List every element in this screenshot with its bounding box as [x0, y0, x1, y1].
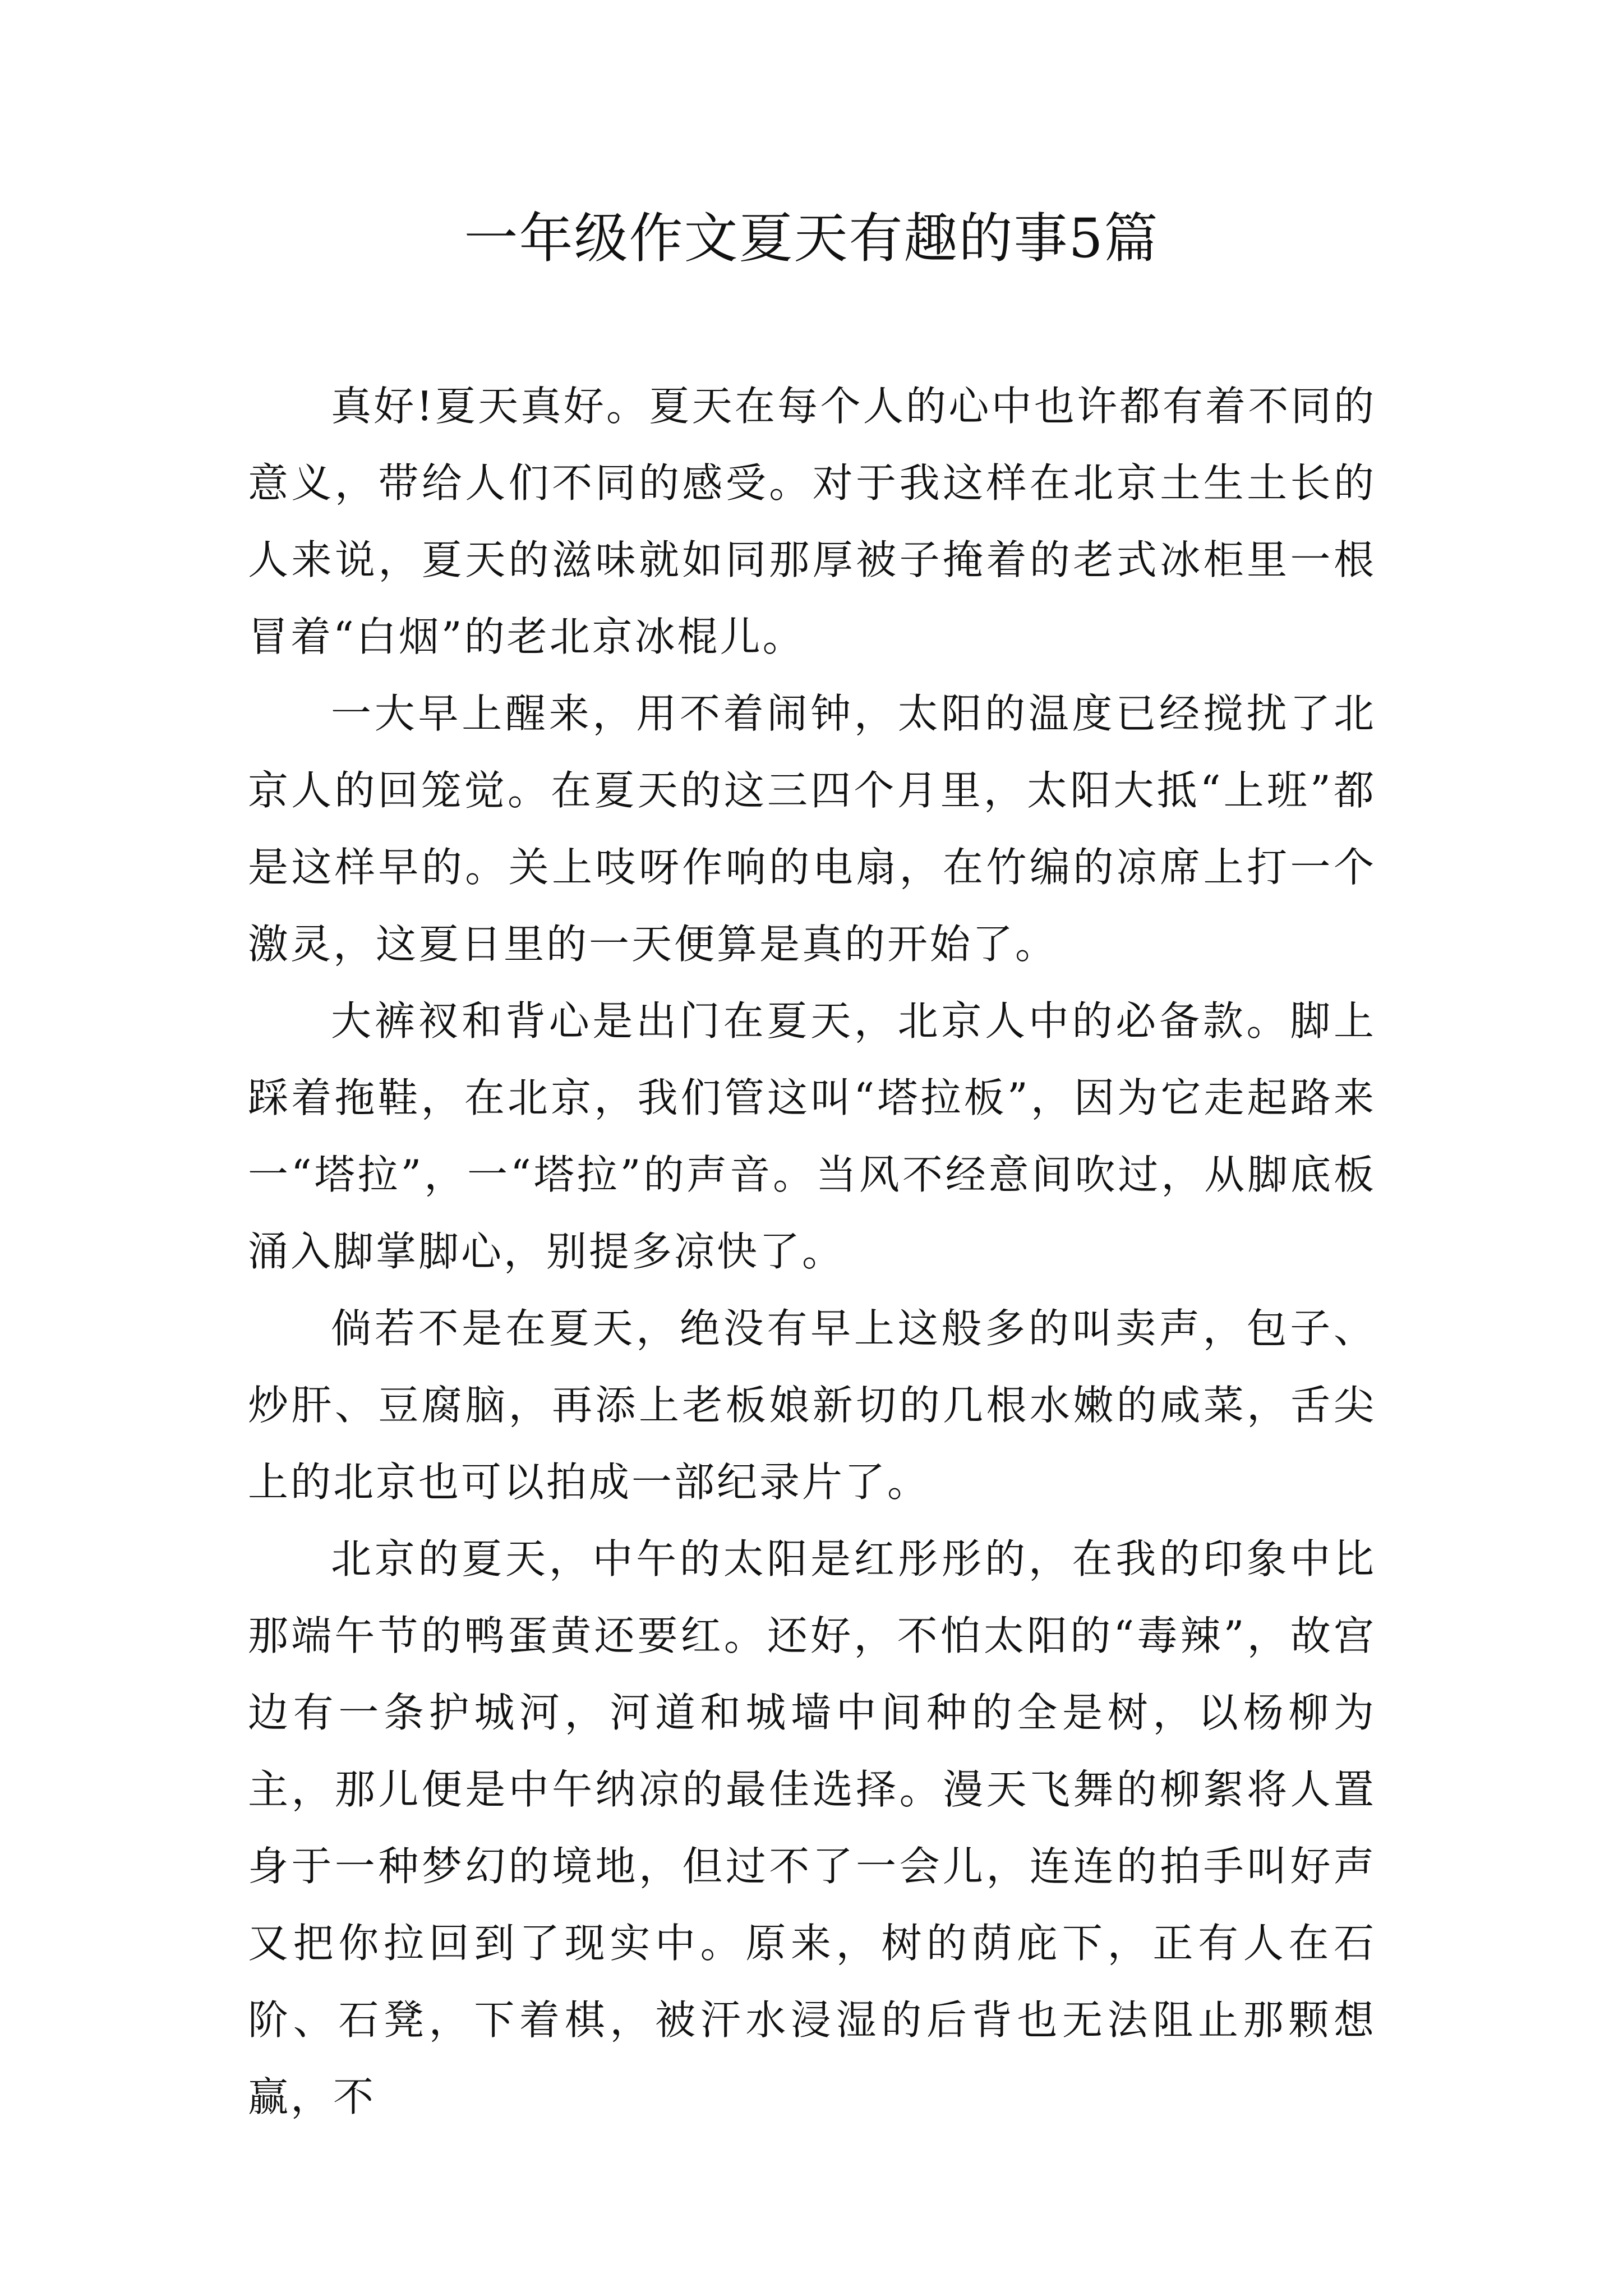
document-body: [248, 368, 1376, 2136]
document-title: 一年级作文夏天有趣的事5篇: [464, 207, 1159, 270]
paragraph-2: 一大早上醒来，用不着闹钟，太阳的温度已经搅扰了北京人的回笼觉。在夏天的这三四个月里，太阳大抵“上班”都是这样早的。关上吱呀作响的电扇，在竹编的凉席上打一个激灵，这夏日里的一天便算是真的开始了。: [248, 690, 1376, 968]
paragraph-5: 北京的夏天，中午的太阳是红彤彤的，在我的印象中比那端午节的鸭蛋黄还要红。还好，不怕太阳的“毒辣”，故宫边有一条护城河，河道和城墙中间种的全是树，以杨柳为主，那儿便是中午纳凉的最佳选择。漫天飞舞的柳絮将人置身于一种梦幻的境地，但过不了一会儿，连连的拍手叫好声又把你拉回到了现实中。原来，树的荫庇下，正有人在石阶、石凳，下着棋，被汗水浸湿的后背也无法阻止那颗想赢，不: [248, 1535, 1376, 2120]
paragraph-1: 真好!夏天真好。夏天在每个人的心中也许都有着不同的意义，带给人们不同的感受。对于我这样在北京土生土长的人来说，夏天的滋味就如同那厚被子掩着的老式冰柜里一根冒着“白烟”的老北京冰棍儿。: [248, 383, 1376, 660]
paragraph-3: 大裤衩和背心是出门在夏天，北京人中的必备款。脚上踩着拖鞋，在北京，我们管这叫“塔拉板”，因为它走起路来一“塔拉”，一“塔拉”的声音。当风不经意间吹过，从脚底板涌入脚掌脚心，别提多凉快了。: [248, 997, 1376, 1275]
paragraph-4: 倘若不是在夏天，绝没有早上这般多的叫卖声，包子、炒肝、豆腐脑，再添上老板娘新切的几根水嫩的咸菜，舌尖上的北京也可以拍成一部纪录片了。: [248, 1305, 1376, 1506]
